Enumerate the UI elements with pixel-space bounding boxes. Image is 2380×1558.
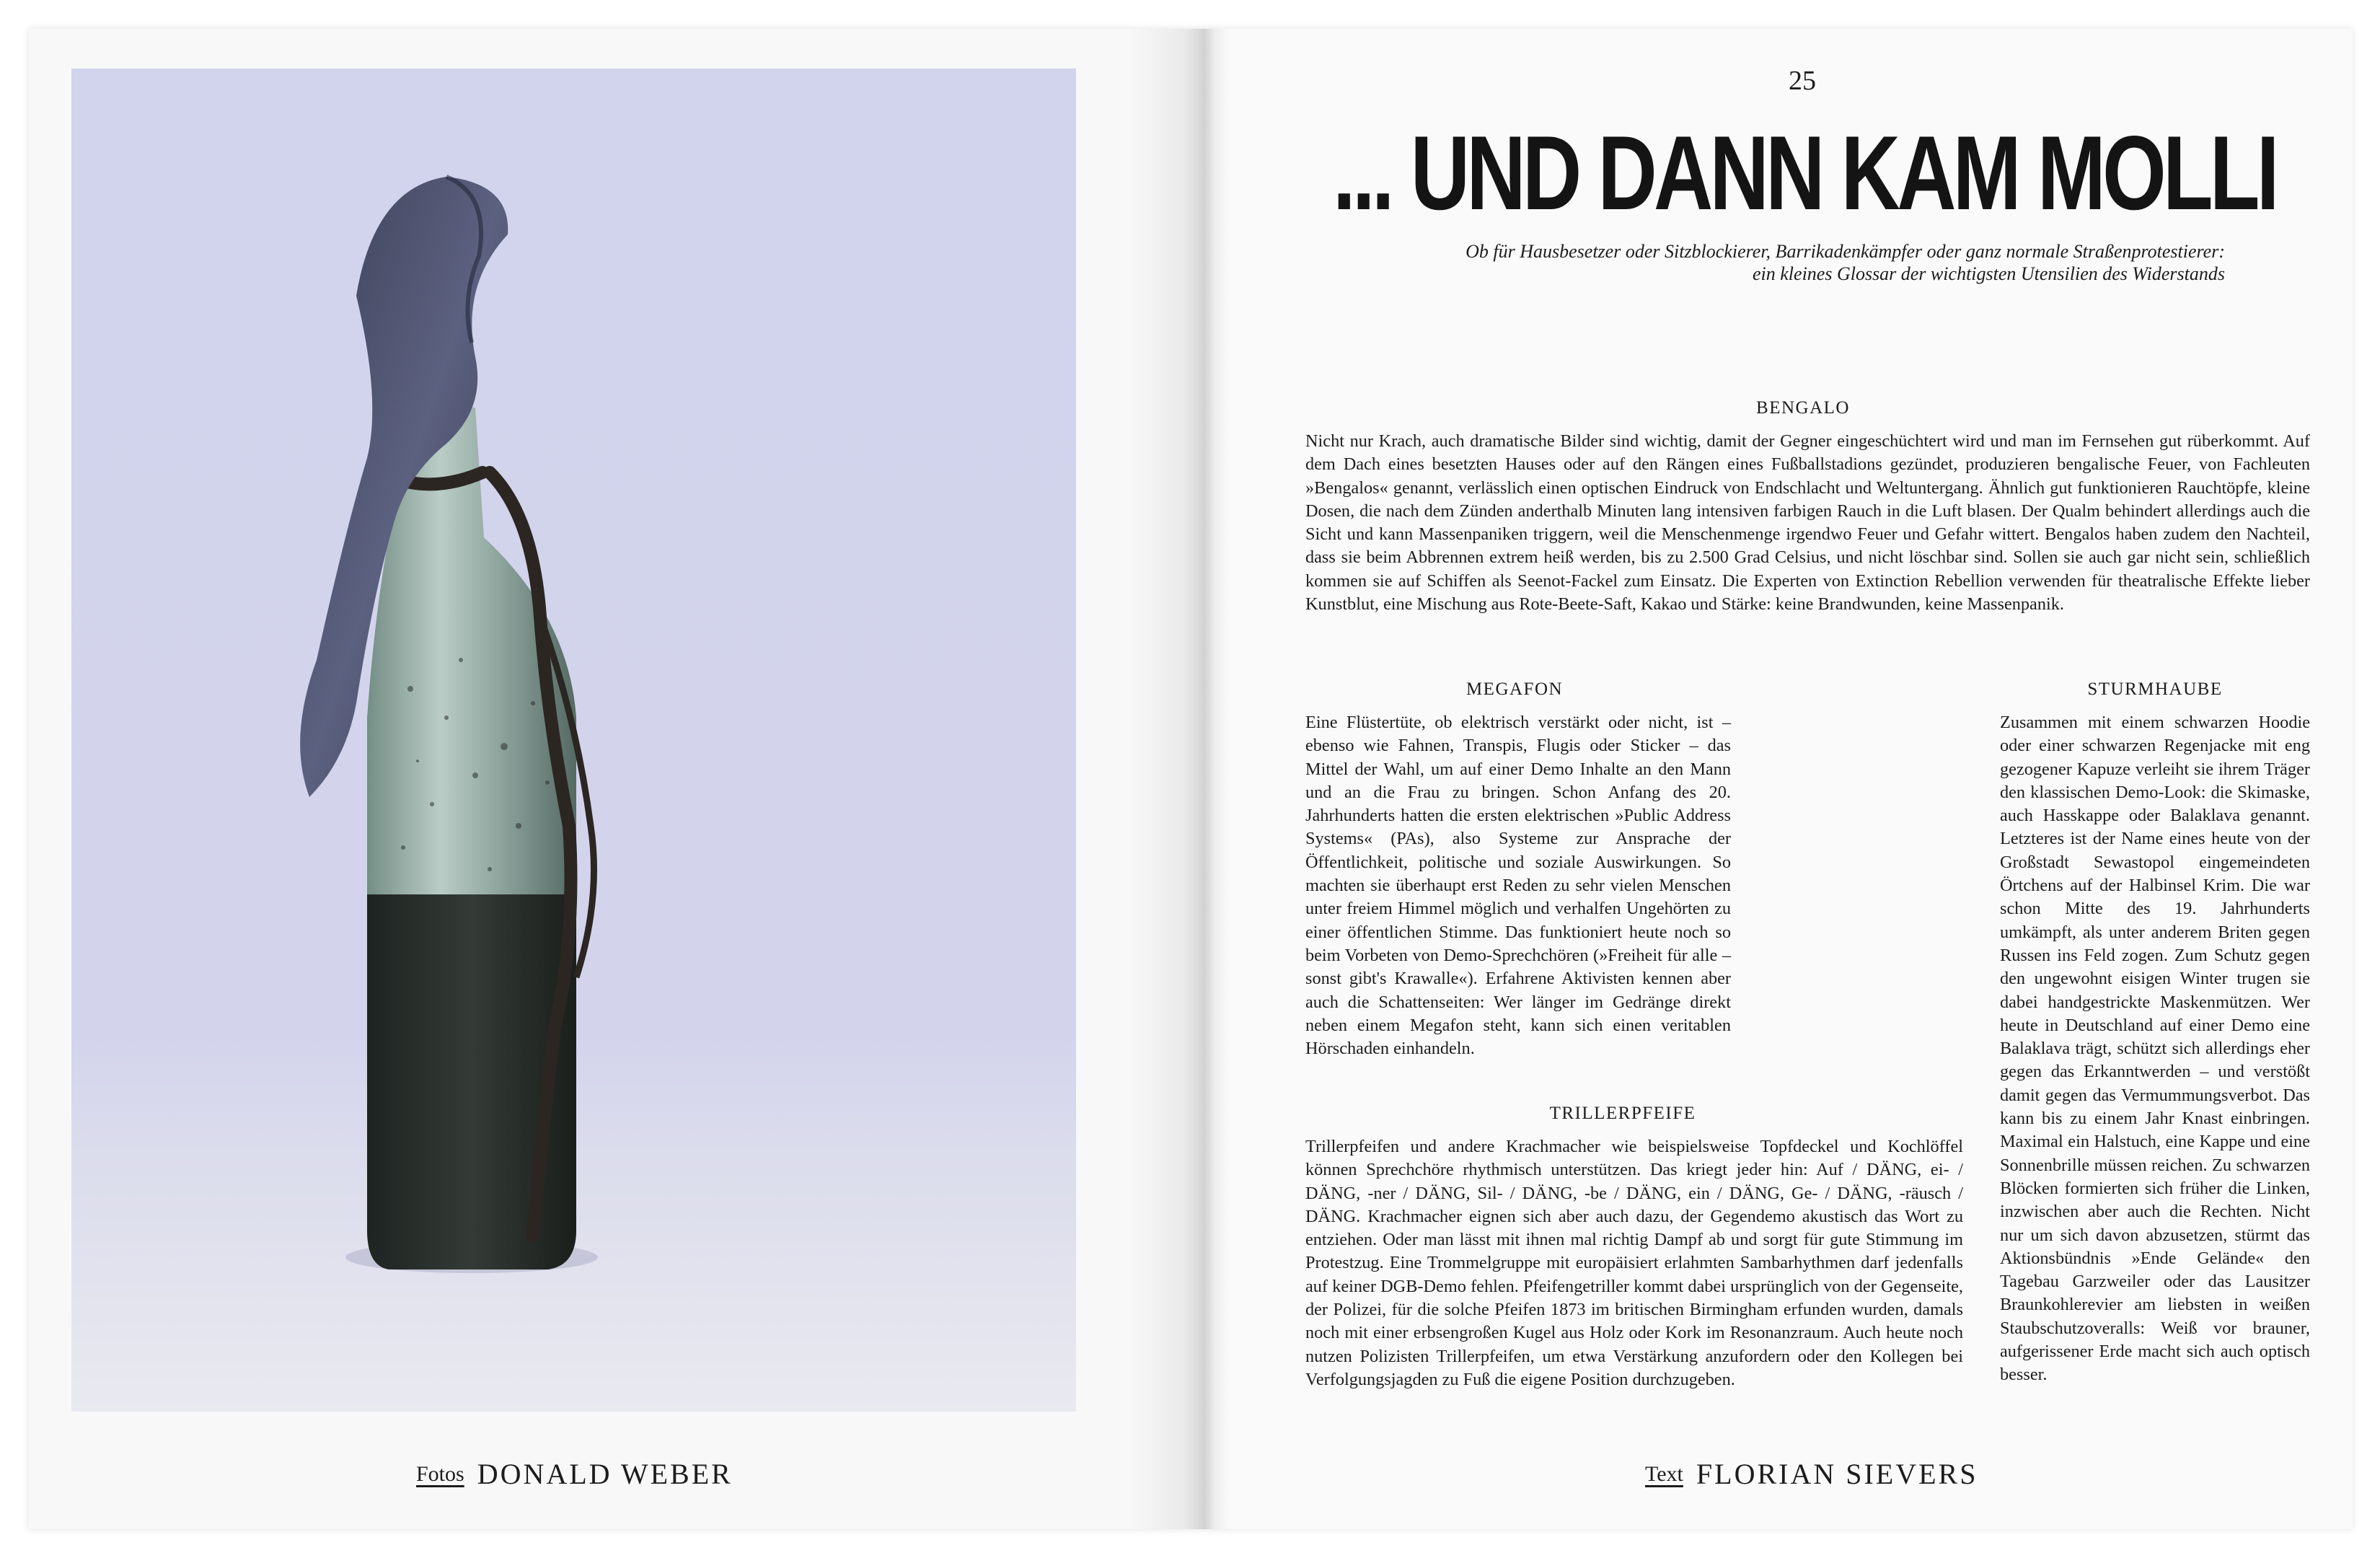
molotov-bottle-photo [71,69,1076,1412]
photo-credit-label: Fotos [416,1462,464,1486]
section-heading-trillerpfeife: TRILLERPFEIFE [1549,1104,1696,1123]
text-credit [1645,1457,1978,1491]
subtitle-line-2: ein kleines Glossar der wichtigsten Utensilien des Widerstands [1753,263,2225,284]
section-heading-megafon: MEGAFON [1466,679,1564,699]
article-title: ... UND DANN KAM MOLLI [1333,114,2276,232]
photographer-name: DONALD WEBER [477,1458,733,1490]
section-text-megafon: Eine Flüstertüte, ob elektrisch verstärkt oder nicht, ist – ebenso wie Fahnen, Transpis, Flugis oder Sticker – das Mittel der Wahl, um auf einer Demo Inhalte an den Mann und an die Frau zu bringen. Schon Anfang des 20. Jahrhunderts hatten die ersten elektrischen »Public Address Systems« (PAs), also Systeme zur Ansprache der Öffentlichkeit, politische und soziale Auswirkungen. So machten sie überhaupt erst Reden zu sehr vielen Menschen unter freiem Himmel möglich und verhalfen Ungehörten zu einer öffentlichen Stimme. Das funktioniert heute noch so beim Vorbeten von Demo-Sprechchören (»Freiheit für alle – sonst gibt's Krawalle«). Erfahrene Aktivisten kennen aber auch die Schattenseiten: Wer länger im Gedränge direkt neben einem Megafon steht, kann sich einen veritablen Hörschaden einhandeln. [1305,713,1731,1059]
section-text-sturmhaube: Zusammen mit einem schwarzen Hoodie oder einer schwarzen Regenjacke mit eng gezogener Kapuze verleiht sie ihrem Träger den klassischen Demo-Look: die Skimaske, auch Hasskappe oder Balaklava genannt. Letzteres ist der Name eines heute von der Großstadt Sewastopol eingemeindeten Örtchens auf der Halbinsel Krim. Die war schon Mitte des 19. Jahrhunderts umkämpft, als unter anderem Briten gegen Russen ins Feld zogen. Zum Schutz gegen den ungewohnt eisigen Winter trugen sie dabei handgestrickte Maskenmützen. Wer heute in Deutschland auf einer Demo eine Balaklava trägt, schützt sich allerdings eher gegen das Erkanntwerden – und verstößt damit gegen das Vermummungsverbot. Das kann bis zu einem Jahr Knast einbringen. Maximal ein Halstuch, eine Kappe und eine Sonnenbrille müssen reichen. Zu schwarzen Blöcken formierten sich früher die Linken, inzwischen aber auch die Rechten. Nicht nur um sich davon abzusetzen, stürmt das Aktionsbündnis »Ende Gelände« den Tagebau Garzweiler oder das Lausitzer Braunkohlerevier am liebsten in weißen Staubschutzoveralls: Weiß vor brauner, aufgerissener Erde macht sich auch optisch besser. [2000,713,2310,1385]
section-heading-bengalo: BENGALO [1756,398,1850,418]
section-text-trillerpfeife: Trillerpfeifen und andere Krachmacher wie beispielsweise Topfdeckel und Kochlöffel können Sprechchöre rhythmisch unterstützen. Das kriegt jeder hin: Auf / DÄNG, ei- / DÄNG, -ner / DÄNG, Sil- / DÄNG, -be / DÄNG, ein / DÄNG, Ge- / DÄNG, -räusch / DÄNG. Krachmacher eignen sich aber auch dazu, der Gegendemo akustisch das Wort zu entziehen. Oder man lässt mit ihnen mal richtig Dampf ab und sorgt für gute Stimmung im Protestzug. Eine Trommelgruppe mit europäisiert erlahmten Sambarhythmen darf jedenfalls auf keiner DGB-Demo fehlen. Pfeifengetriller kommt dabei ursprünglich von der Gegenseite, der Polizei, für die solche Pfeifen 1873 im britischen Birmingham erfunden wurden, damals noch mit einer erbsengroßen Kugel aus Holz oder Kork im Resonanzraum. Auch heute noch nutzen Polizisten Trillerpfeifen, um etwa Verstärkung anzufordern oder den Kollegen bei Verfolgungsjagden zu Fuß die eigene Position durchzugeben. [1305,1137,1963,1389]
text-credit-label: Text [1645,1462,1683,1486]
article-subtitle [1226,240,2225,285]
section-heading-sturmhaube: STURMHAUBE [2087,679,2223,699]
photo-credit [416,1457,733,1491]
page-number: 25 [1789,66,1816,96]
book-gutter-shadow [1129,29,1230,1529]
subtitle-line-1: Ob für Hausbesetzer oder Sitzblockierer, Barrikadenkämpfer oder ganz normale Straßenprotestierer: [1466,241,2225,262]
author-name: FLORIAN SIEVERS [1696,1458,1978,1490]
section-text-bengalo: Nicht nur Krach, auch dramatische Bilder sind wichtig, damit der Gegner eingeschüchtert wird und man im Fernsehen gut rüberkommt. Auf dem Dach eines besetzten Hauses oder auf den Rängen eines Fußballstadions gezündet, produzieren bengalische Feuer, von Fachleuten »Bengalos« genannt, verlässlich einen optischen Eindruck von Endschlacht und Weltuntergang. Ähnlich gut funktionieren Rauchtöpfe, kleine Dosen, die nach dem Zünden anderthalb Minuten lang intensiven farbigen Rauch in die Luft blasen. Der Qualm behindert allerdings auch die Sicht und kann Massenpaniken triggern, weil die Menschenmenge irgendwo Feuer und Gefahr wittert. Bengalos haben zudem den Nachteil, dass sie beim Abbrennen extrem heiß werden, bis zu 2.500 Grad Celsius, und nicht löschbar sind. Sollen sie auch gar nicht sein, schließlich kommen sie auf Schiffen als Seenot-Fackel zum Einsatz. Die Experten von Extinction Rebellion verwenden für theatralische Effekte lieber Kunstblut, eine Mischung aus Rote-Beete-Saft, Kakao und Stärke: keine Brandwunden, keine Massenpanik. [1305,431,2310,615]
